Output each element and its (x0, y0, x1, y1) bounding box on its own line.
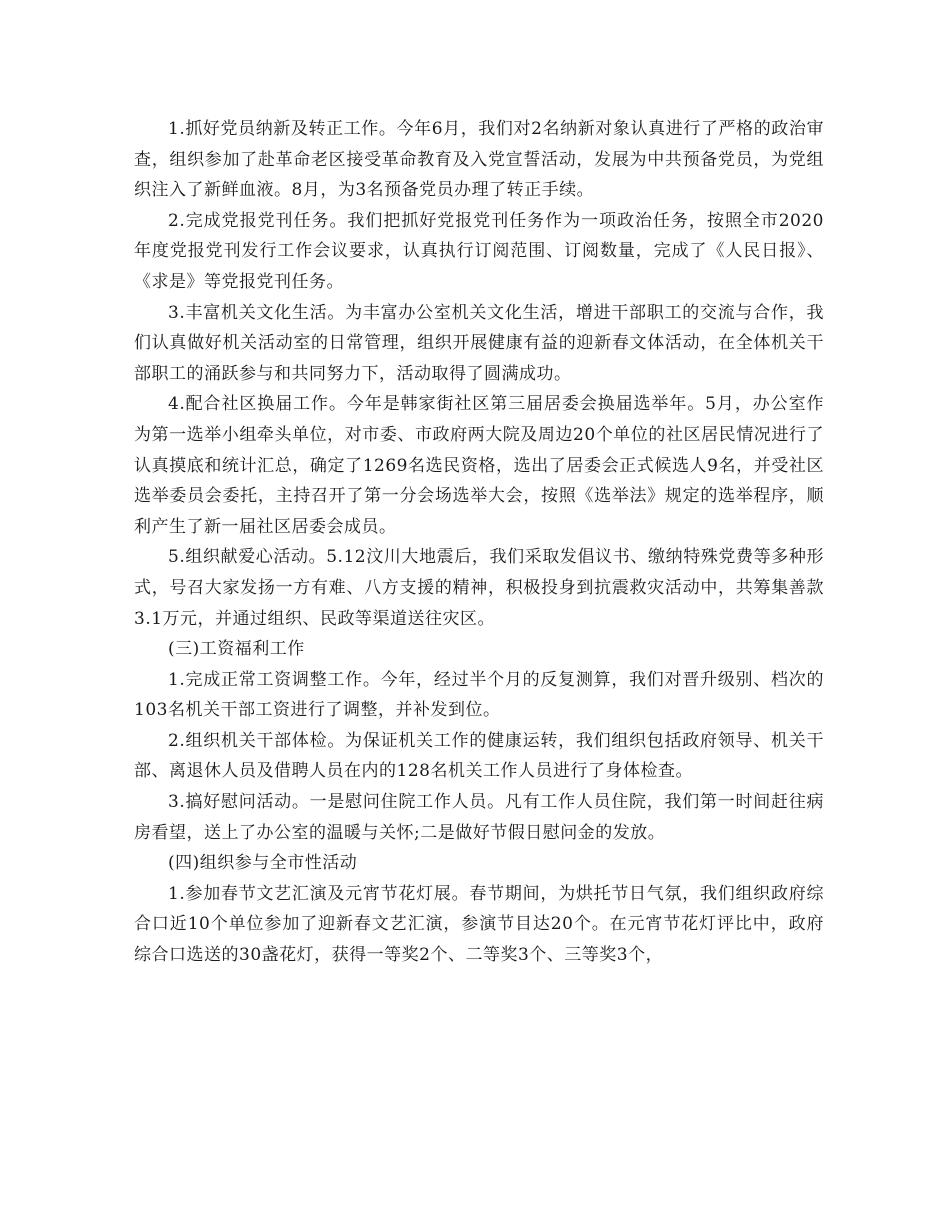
paragraph-spring-festival-lantern: 1.参加春节文艺汇演及元宵节花灯展。春节期间，为烘托节日气氛，我们组织政府综合口近10个单位参加了迎新春文艺汇演，参演节目达20个。在元宵节花灯评比中，政府综合口选送的30盏花灯，获得一等奖2个、二等奖3个、三等奖3个， (134, 883, 824, 966)
section-heading-citywide-activities: (四)组织参与全市性活动 (168, 853, 358, 874)
paragraph-health-checkup: 2.组织机关干部体检。为保证机关工作的健康运转，我们组织包括政府领导、机关干部、离退休人员及借聘人员在内的128名机关工作人员进行了身体检查。 (134, 730, 824, 782)
paragraph-party-newspaper-task: 2.完成党报党刊任务。我们把抓好党报党刊任务作为一项政治任务，按照全市2020年度党报党刊发行工作会议要求，认真执行订阅范围、订阅数量，完成了《人民日报》、《求是》等党报党刊任务。 (134, 210, 824, 292)
paragraph-party-member-recruitment: 1.抓好党员纳新及转正工作。今年6月，我们对2名纳新对象认真进行了严格的政治审查，组织参加了赴革命老区接受革命教育及入党宣誓活动，发展为中共预备党员，为党组织注入了新鲜血液。8月，为3名预备党员办理了转正手续。 (134, 119, 824, 201)
document-body (134, 114, 824, 971)
paragraph-community-election: 4.配合社区换届工作。今年是韩家街社区第三届居委会换届选举年。5月，办公室作为第一选举小组牵头单位，对市委、市政府两大院及周边20个单位的社区居民情况进行了认真摸底和统计汇总，确定了1269名选民资格，选出了居委会正式候选人9名，并受社区选举委员会委托，主持召开了第一分会场选举大会，按照《选举法》规定的选举程序，顺利产生了新一届社区居委会成员。 (134, 394, 824, 537)
paragraph-condolence-activity: 3.搞好慰问活动。一是慰问住院工作人员。凡有工作人员住院，我们第一时间赶往病房看望，送上了办公室的温暖与关怀;二是做好节假日慰问金的发放。 (134, 792, 824, 843)
section-heading-salary-welfare: (三)工资福利工作 (168, 639, 305, 660)
paragraph-charity-activity: 5.组织献爱心活动。5.12汶川大地震后，我们采取发倡议书、缴纳特殊党费等多种形式，号召大家发扬一方有难、八方支援的精神，积极投身到抗震救灾活动中，共筹集善款3.1万元，并通过组织、民政等渠道送往灾区。 (134, 547, 824, 629)
paragraph-salary-adjustment: 1.完成正常工资调整工作。今年，经过半个月的反复测算，我们对晋升级别、档次的103名机关干部工资进行了调整，并补发到位。 (134, 669, 824, 721)
paragraph-office-culture-life: 3.丰富机关文化生活。为丰富办公室机关文化生活，增进干部职工的交流与合作，我们认真做好机关活动室的日常管理，组织开展健康有益的迎新春文体活动，在全体机关干部职工的涌跃参与和共同努力下，活动取得了圆满成功。 (134, 302, 824, 384)
